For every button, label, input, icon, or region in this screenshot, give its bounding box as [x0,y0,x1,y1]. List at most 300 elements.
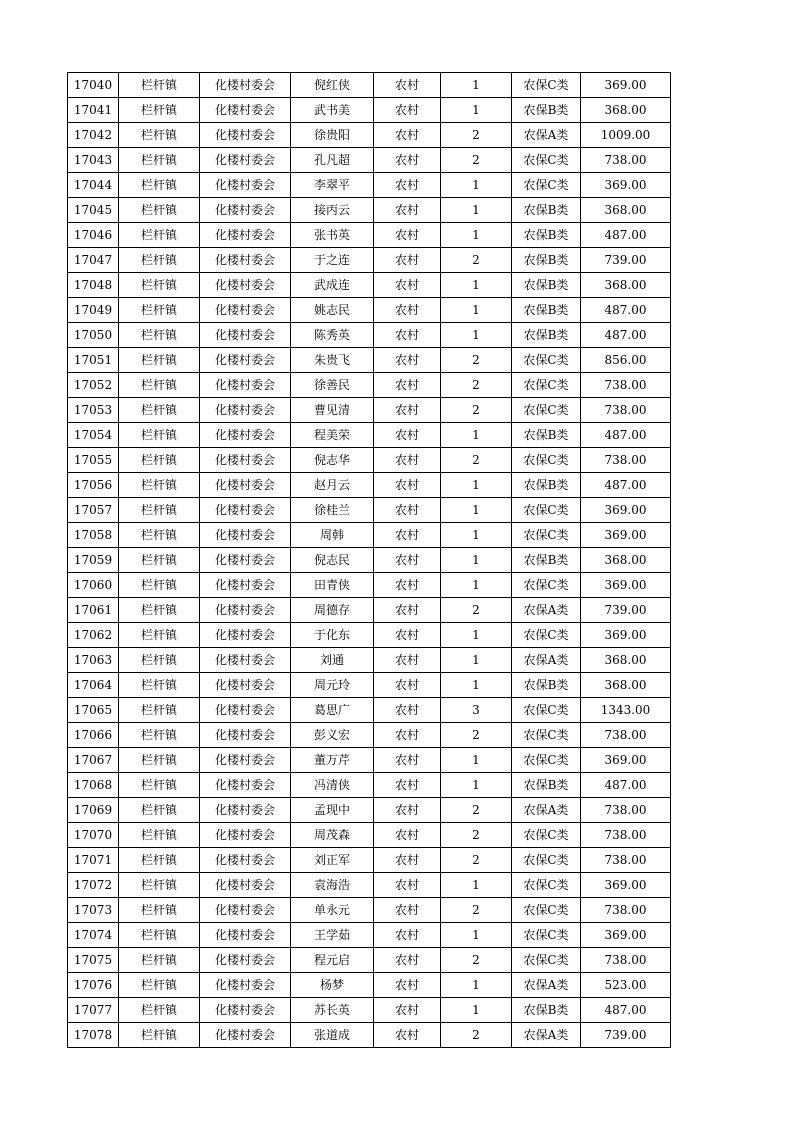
town-cell: 栏杆镇 [119,198,200,223]
amount-cell: 738.00 [581,398,671,423]
area-type-cell: 农村 [374,348,441,373]
town-cell: 栏杆镇 [119,948,200,973]
area-type-cell: 农村 [374,773,441,798]
insurance-category-cell: 农保A类 [512,123,581,148]
person-name-cell: 张书英 [291,223,374,248]
town-cell: 栏杆镇 [119,648,200,673]
village-cell: 化楼村委会 [200,748,291,773]
area-type-cell: 农村 [374,798,441,823]
amount-cell: 487.00 [581,223,671,248]
household-count-cell: 2 [441,398,512,423]
record-id-cell: 17067 [68,748,119,773]
household-count-cell: 1 [441,223,512,248]
table-row [68,473,671,498]
record-id-cell: 17060 [68,573,119,598]
amount-cell: 738.00 [581,798,671,823]
town-cell: 栏杆镇 [119,448,200,473]
table-row [68,848,671,873]
amount-cell: 369.00 [581,873,671,898]
area-type-cell: 农村 [374,323,441,348]
table-row [68,573,671,598]
person-name-cell: 刘正军 [291,848,374,873]
area-type-cell: 农村 [374,923,441,948]
area-type-cell: 农村 [374,823,441,848]
table-row [68,248,671,273]
insurance-category-cell: 农保A类 [512,1023,581,1048]
area-type-cell: 农村 [374,873,441,898]
record-id-cell: 17061 [68,598,119,623]
household-count-cell: 1 [441,473,512,498]
person-name-cell: 程元启 [291,948,374,973]
table-row [68,948,671,973]
table-row [68,623,671,648]
insurance-category-cell: 农保B类 [512,548,581,573]
table-row [68,398,671,423]
insurance-category-cell: 农保B类 [512,323,581,348]
village-cell: 化楼村委会 [200,848,291,873]
village-cell: 化楼村委会 [200,973,291,998]
table-row [68,673,671,698]
amount-cell: 368.00 [581,648,671,673]
table-row [68,98,671,123]
amount-cell: 523.00 [581,973,671,998]
amount-cell: 738.00 [581,823,671,848]
insurance-category-cell: 农保C类 [512,948,581,973]
table-row [68,823,671,848]
person-name-cell: 接丙云 [291,198,374,223]
person-name-cell: 姚志民 [291,298,374,323]
table-row [68,523,671,548]
area-type-cell: 农村 [374,648,441,673]
village-cell: 化楼村委会 [200,948,291,973]
table-row [68,273,671,298]
amount-cell: 369.00 [581,73,671,98]
insurance-category-cell: 农保C类 [512,573,581,598]
town-cell: 栏杆镇 [119,398,200,423]
village-cell: 化楼村委会 [200,373,291,398]
village-cell: 化楼村委会 [200,723,291,748]
person-name-cell: 周韩 [291,523,374,548]
record-id-cell: 17041 [68,98,119,123]
village-cell: 化楼村委会 [200,698,291,723]
table-row [68,923,671,948]
person-name-cell: 武成连 [291,273,374,298]
person-name-cell: 孟现中 [291,798,374,823]
person-name-cell: 葛思广 [291,698,374,723]
household-count-cell: 1 [441,773,512,798]
record-id-cell: 17075 [68,948,119,973]
household-count-cell: 2 [441,848,512,873]
table-row [68,723,671,748]
roster-body [68,73,671,1048]
household-count-cell: 1 [441,998,512,1023]
household-count-cell: 1 [441,173,512,198]
area-type-cell: 农村 [374,98,441,123]
household-count-cell: 1 [441,498,512,523]
person-name-cell: 周德存 [291,598,374,623]
household-count-cell: 1 [441,548,512,573]
person-name-cell: 倪红侠 [291,73,374,98]
insurance-category-cell: 农保C类 [512,348,581,373]
table-row [68,323,671,348]
town-cell: 栏杆镇 [119,573,200,598]
village-cell: 化楼村委会 [200,598,291,623]
village-cell: 化楼村委会 [200,898,291,923]
record-id-cell: 17058 [68,523,119,548]
village-cell: 化楼村委会 [200,448,291,473]
household-count-cell: 2 [441,1023,512,1048]
table-row [68,73,671,98]
area-type-cell: 农村 [374,548,441,573]
amount-cell: 1009.00 [581,123,671,148]
area-type-cell: 农村 [374,723,441,748]
amount-cell: 369.00 [581,748,671,773]
household-count-cell: 2 [441,598,512,623]
amount-cell: 1343.00 [581,698,671,723]
person-name-cell: 单永元 [291,898,374,923]
amount-cell: 369.00 [581,923,671,948]
insurance-category-cell: 农保B类 [512,423,581,448]
household-count-cell: 1 [441,298,512,323]
insurance-category-cell: 农保C类 [512,523,581,548]
town-cell: 栏杆镇 [119,98,200,123]
record-id-cell: 17074 [68,923,119,948]
area-type-cell: 农村 [374,148,441,173]
village-cell: 化楼村委会 [200,148,291,173]
area-type-cell: 农村 [374,398,441,423]
area-type-cell: 农村 [374,998,441,1023]
town-cell: 栏杆镇 [119,548,200,573]
table-row [68,773,671,798]
area-type-cell: 农村 [374,598,441,623]
household-count-cell: 1 [441,648,512,673]
table-row [68,173,671,198]
area-type-cell: 农村 [374,573,441,598]
amount-cell: 739.00 [581,248,671,273]
record-id-cell: 17059 [68,548,119,573]
area-type-cell: 农村 [374,623,441,648]
insurance-category-cell: 农保C类 [512,173,581,198]
household-count-cell: 1 [441,973,512,998]
village-cell: 化楼村委会 [200,323,291,348]
amount-cell: 738.00 [581,148,671,173]
amount-cell: 738.00 [581,848,671,873]
person-name-cell: 袁海浩 [291,873,374,898]
table-row [68,698,671,723]
insurance-category-cell: 农保A类 [512,798,581,823]
person-name-cell: 于化东 [291,623,374,648]
household-count-cell: 2 [441,373,512,398]
amount-cell: 369.00 [581,623,671,648]
record-id-cell: 17052 [68,373,119,398]
table-row [68,873,671,898]
person-name-cell: 李翠平 [291,173,374,198]
area-type-cell: 农村 [374,373,441,398]
record-id-cell: 17047 [68,248,119,273]
household-count-cell: 2 [441,723,512,748]
person-name-cell: 武书美 [291,98,374,123]
household-count-cell: 1 [441,273,512,298]
village-cell: 化楼村委会 [200,1023,291,1048]
person-name-cell: 周元玲 [291,673,374,698]
household-count-cell: 2 [441,123,512,148]
area-type-cell: 农村 [374,848,441,873]
table-row [68,548,671,573]
town-cell: 栏杆镇 [119,698,200,723]
record-id-cell: 17048 [68,273,119,298]
record-id-cell: 17072 [68,873,119,898]
amount-cell: 368.00 [581,273,671,298]
insurance-category-cell: 农保B类 [512,673,581,698]
area-type-cell: 农村 [374,73,441,98]
record-id-cell: 17065 [68,698,119,723]
household-count-cell: 1 [441,923,512,948]
village-cell: 化楼村委会 [200,348,291,373]
amount-cell: 487.00 [581,298,671,323]
household-count-cell: 2 [441,148,512,173]
person-name-cell: 倪志华 [291,448,374,473]
household-count-cell: 2 [441,798,512,823]
record-id-cell: 17045 [68,198,119,223]
amount-cell: 487.00 [581,773,671,798]
table-row [68,373,671,398]
table-row [68,148,671,173]
town-cell: 栏杆镇 [119,623,200,648]
table-row [68,448,671,473]
insurance-category-cell: 农保B类 [512,998,581,1023]
record-id-cell: 17066 [68,723,119,748]
amount-cell: 487.00 [581,998,671,1023]
record-id-cell: 17050 [68,323,119,348]
insurance-category-cell: 农保B类 [512,248,581,273]
insurance-category-cell: 农保C类 [512,448,581,473]
person-name-cell: 王学茹 [291,923,374,948]
person-name-cell: 倪志民 [291,548,374,573]
household-count-cell: 1 [441,198,512,223]
amount-cell: 739.00 [581,598,671,623]
table-row [68,648,671,673]
town-cell: 栏杆镇 [119,373,200,398]
village-cell: 化楼村委会 [200,398,291,423]
town-cell: 栏杆镇 [119,773,200,798]
area-type-cell: 农村 [374,248,441,273]
insurance-category-cell: 农保C类 [512,848,581,873]
area-type-cell: 农村 [374,973,441,998]
village-cell: 化楼村委会 [200,798,291,823]
person-name-cell: 张道成 [291,1023,374,1048]
town-cell: 栏杆镇 [119,798,200,823]
person-name-cell: 苏长英 [291,998,374,1023]
insurance-category-cell: 农保C类 [512,873,581,898]
insurance-category-cell: 农保A类 [512,598,581,623]
record-id-cell: 17070 [68,823,119,848]
amount-cell: 856.00 [581,348,671,373]
record-id-cell: 17044 [68,173,119,198]
insurance-category-cell: 农保C类 [512,398,581,423]
insurance-category-cell: 农保B类 [512,223,581,248]
person-name-cell: 冯清侠 [291,773,374,798]
village-cell: 化楼村委会 [200,673,291,698]
village-cell: 化楼村委会 [200,273,291,298]
household-count-cell: 3 [441,698,512,723]
record-id-cell: 17062 [68,623,119,648]
village-cell: 化楼村委会 [200,73,291,98]
amount-cell: 738.00 [581,723,671,748]
record-id-cell: 17076 [68,973,119,998]
person-name-cell: 陈秀英 [291,323,374,348]
town-cell: 栏杆镇 [119,598,200,623]
record-id-cell: 17071 [68,848,119,873]
insurance-category-cell: 农保B类 [512,473,581,498]
table-row [68,223,671,248]
person-name-cell: 徐贵阳 [291,123,374,148]
amount-cell: 487.00 [581,423,671,448]
person-name-cell: 田青侠 [291,573,374,598]
insurance-category-cell: 农保B类 [512,298,581,323]
area-type-cell: 农村 [374,748,441,773]
insurance-category-cell: 农保C类 [512,498,581,523]
town-cell: 栏杆镇 [119,673,200,698]
village-cell: 化楼村委会 [200,123,291,148]
household-count-cell: 2 [441,898,512,923]
town-cell: 栏杆镇 [119,848,200,873]
household-count-cell: 2 [441,823,512,848]
area-type-cell: 农村 [374,123,441,148]
record-id-cell: 17056 [68,473,119,498]
town-cell: 栏杆镇 [119,273,200,298]
insurance-category-cell: 农保C类 [512,723,581,748]
town-cell: 栏杆镇 [119,248,200,273]
village-cell: 化楼村委会 [200,573,291,598]
household-count-cell: 1 [441,873,512,898]
area-type-cell: 农村 [374,423,441,448]
town-cell: 栏杆镇 [119,873,200,898]
amount-cell: 369.00 [581,573,671,598]
insurance-category-cell: 农保C类 [512,623,581,648]
person-name-cell: 杨梦 [291,973,374,998]
insurance-category-cell: 农保B类 [512,198,581,223]
table-row [68,298,671,323]
table-row [68,1023,671,1048]
town-cell: 栏杆镇 [119,348,200,373]
town-cell: 栏杆镇 [119,223,200,248]
table-row [68,973,671,998]
table-row [68,748,671,773]
area-type-cell: 农村 [374,898,441,923]
village-cell: 化楼村委会 [200,223,291,248]
person-name-cell: 周茂森 [291,823,374,848]
village-cell: 化楼村委会 [200,523,291,548]
person-name-cell: 朱贵飞 [291,348,374,373]
insurance-category-cell: 农保C类 [512,698,581,723]
household-count-cell: 1 [441,323,512,348]
village-cell: 化楼村委会 [200,173,291,198]
area-type-cell: 农村 [374,223,441,248]
record-id-cell: 17055 [68,448,119,473]
record-id-cell: 17040 [68,73,119,98]
town-cell: 栏杆镇 [119,498,200,523]
village-cell: 化楼村委会 [200,498,291,523]
record-id-cell: 17042 [68,123,119,148]
village-cell: 化楼村委会 [200,873,291,898]
person-name-cell: 徐善民 [291,373,374,398]
person-name-cell: 赵月云 [291,473,374,498]
record-id-cell: 17069 [68,798,119,823]
person-name-cell: 于之连 [291,248,374,273]
household-count-cell: 1 [441,523,512,548]
area-type-cell: 农村 [374,273,441,298]
record-id-cell: 17057 [68,498,119,523]
insurance-category-cell: 农保C类 [512,823,581,848]
household-count-cell: 1 [441,73,512,98]
area-type-cell: 农村 [374,498,441,523]
town-cell: 栏杆镇 [119,423,200,448]
household-count-cell: 1 [441,98,512,123]
town-cell: 栏杆镇 [119,123,200,148]
household-count-cell: 1 [441,748,512,773]
town-cell: 栏杆镇 [119,473,200,498]
insurance-category-cell: 农保C类 [512,373,581,398]
amount-cell: 368.00 [581,548,671,573]
household-count-cell: 1 [441,423,512,448]
village-cell: 化楼村委会 [200,98,291,123]
record-id-cell: 17054 [68,423,119,448]
table-row [68,348,671,373]
area-type-cell: 农村 [374,523,441,548]
table-row [68,898,671,923]
amount-cell: 369.00 [581,173,671,198]
household-count-cell: 2 [441,248,512,273]
village-cell: 化楼村委会 [200,548,291,573]
table-row [68,198,671,223]
table-row [68,798,671,823]
insurance-category-cell: 农保C类 [512,923,581,948]
amount-cell: 369.00 [581,498,671,523]
household-count-cell: 1 [441,673,512,698]
area-type-cell: 农村 [374,698,441,723]
town-cell: 栏杆镇 [119,173,200,198]
town-cell: 栏杆镇 [119,898,200,923]
record-id-cell: 17078 [68,1023,119,1048]
table-row [68,123,671,148]
town-cell: 栏杆镇 [119,523,200,548]
person-name-cell: 孔凡超 [291,148,374,173]
area-type-cell: 农村 [374,1023,441,1048]
person-name-cell: 程美荣 [291,423,374,448]
village-cell: 化楼村委会 [200,923,291,948]
town-cell: 栏杆镇 [119,823,200,848]
insurance-category-cell: 农保C类 [512,148,581,173]
record-id-cell: 17063 [68,648,119,673]
town-cell: 栏杆镇 [119,298,200,323]
insurance-category-cell: 农保B类 [512,98,581,123]
table-row [68,498,671,523]
town-cell: 栏杆镇 [119,748,200,773]
person-name-cell: 彭义宏 [291,723,374,748]
amount-cell: 738.00 [581,373,671,398]
record-id-cell: 17046 [68,223,119,248]
record-id-cell: 17068 [68,773,119,798]
table-row [68,998,671,1023]
village-cell: 化楼村委会 [200,998,291,1023]
village-cell: 化楼村委会 [200,773,291,798]
record-id-cell: 17043 [68,148,119,173]
insurance-category-cell: 农保B类 [512,773,581,798]
town-cell: 栏杆镇 [119,973,200,998]
village-cell: 化楼村委会 [200,823,291,848]
amount-cell: 487.00 [581,323,671,348]
household-count-cell: 1 [441,573,512,598]
